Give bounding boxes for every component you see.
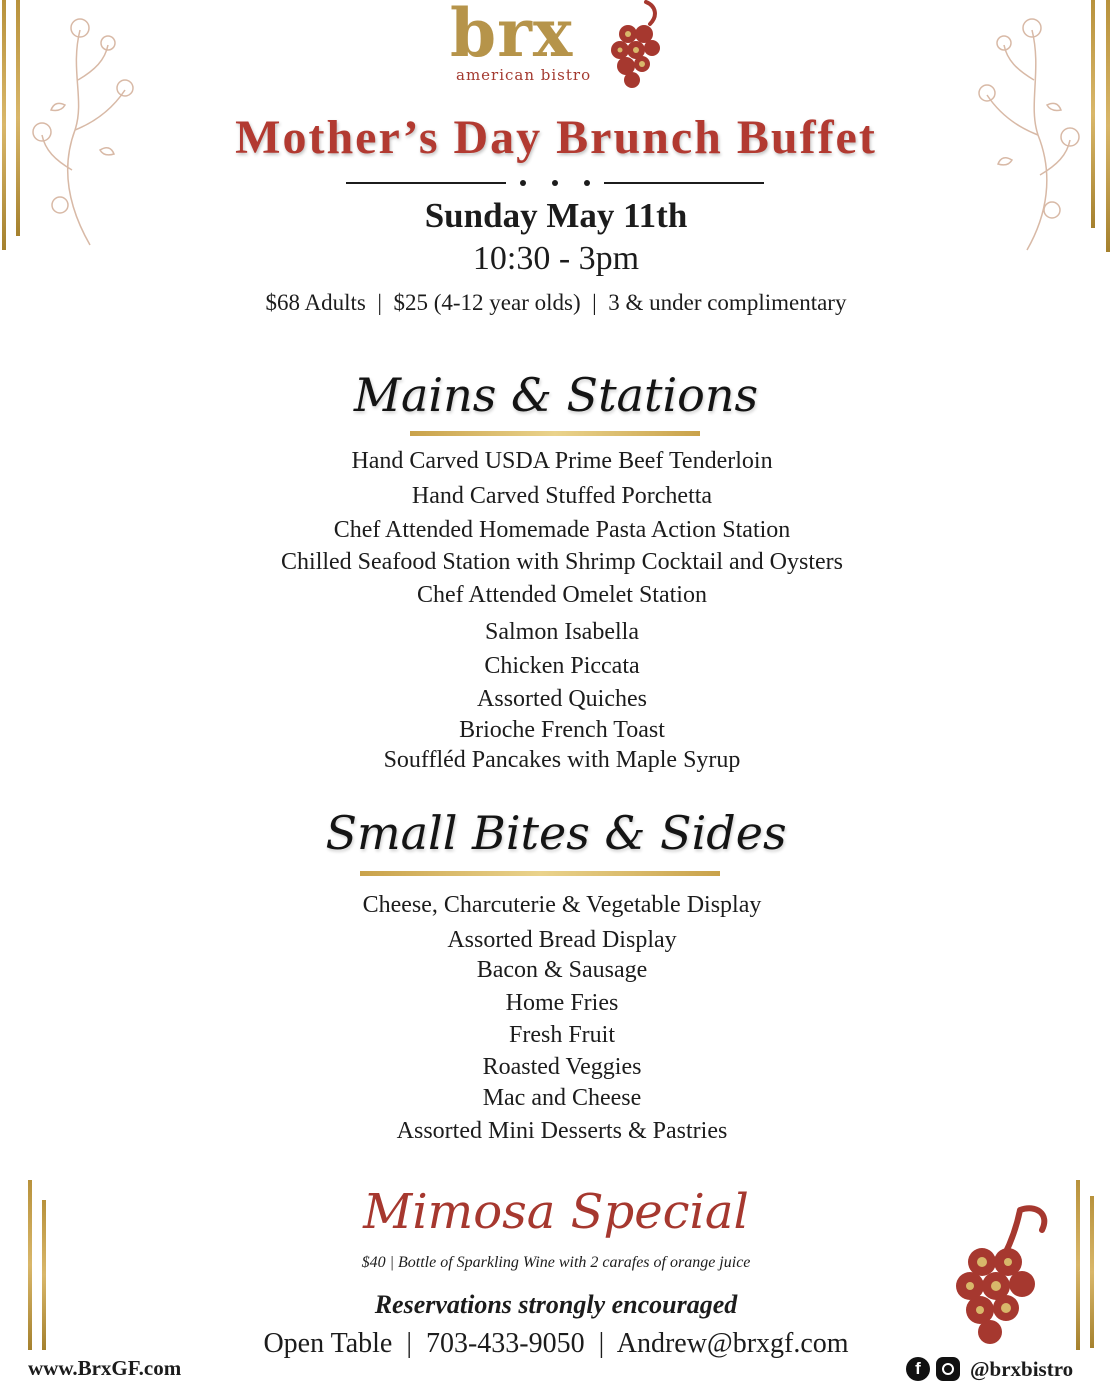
mimosa-heading: Mimosa Special bbox=[363, 1184, 749, 1240]
mains-underline bbox=[410, 431, 700, 436]
price-under3: 3 & under complimentary bbox=[608, 290, 847, 315]
mimosa-detail: $40 | Bottle of Sparkling Wine with 2 carafes of orange juice bbox=[361, 1254, 751, 1271]
menu-item: Bacon & Sausage bbox=[476, 957, 648, 983]
menu-item: Salmon Isabella bbox=[485, 619, 639, 645]
instagram-icon[interactable] bbox=[936, 1357, 960, 1381]
brand-logo-text: brx bbox=[450, 0, 574, 72]
website-link[interactable]: www.BrxGF.com bbox=[28, 1356, 182, 1380]
event-date: Sunday May 11th bbox=[424, 196, 688, 235]
price-separator: | bbox=[377, 290, 382, 315]
grape-logo-icon bbox=[606, 0, 666, 92]
grape-cluster-icon bbox=[946, 1200, 1058, 1346]
menu-item: Souffléd Pancakes with Maple Syrup bbox=[383, 747, 741, 773]
menu-item: Assorted Quiches bbox=[477, 686, 647, 712]
brand-tagline: american bistro bbox=[456, 66, 592, 84]
page-title: Mother’s Day Brunch Buffet bbox=[235, 111, 877, 164]
social-links bbox=[906, 1354, 1073, 1384]
menu-item: Chilled Seafood Station with Shrimp Cocktail and Oysters bbox=[281, 549, 843, 575]
price-kids: $25 (4-12 year olds) bbox=[393, 290, 581, 315]
contact-separator: | bbox=[598, 1328, 605, 1359]
menu-item: Assorted Bread Display bbox=[447, 927, 677, 953]
email-link[interactable]: Andrew@brxgf.com bbox=[616, 1328, 849, 1359]
menu-item: Cheese, Charcuterie & Vegetable Display bbox=[362, 892, 762, 918]
menu-item: Fresh Fruit bbox=[508, 1022, 615, 1048]
menu-item: Chef Attended Omelet Station bbox=[417, 582, 707, 608]
sides-heading: Small Bites & Sides bbox=[325, 806, 787, 860]
menu-item: Mac and Cheese bbox=[482, 1085, 642, 1111]
event-time: 10:30 - 3pm bbox=[472, 240, 640, 277]
contact-separator: | bbox=[406, 1328, 412, 1359]
menu-item: Chef Attended Homemade Pasta Action Station bbox=[333, 517, 791, 543]
menu-item: Assorted Mini Desserts & Pastries bbox=[396, 1118, 728, 1144]
mains-heading: Mains & Stations bbox=[353, 368, 759, 422]
price-line bbox=[0, 290, 1112, 316]
sides-underline bbox=[360, 871, 720, 876]
menu-item: Roasted Veggies bbox=[482, 1054, 642, 1080]
facebook-icon[interactable]: f bbox=[906, 1357, 930, 1381]
social-handle[interactable]: @brxbistro bbox=[970, 1356, 1074, 1381]
menu-item: Brioche French Toast bbox=[459, 717, 665, 743]
menu-item: Chicken Piccata bbox=[484, 653, 640, 679]
opentable-label: Open Table bbox=[263, 1328, 393, 1359]
menu-item: Home Fries bbox=[505, 990, 619, 1016]
title-divider bbox=[346, 180, 766, 186]
price-adults: $68 Adults bbox=[265, 290, 366, 315]
phone-number[interactable]: 703-433-9050 bbox=[425, 1328, 585, 1359]
menu-item: Hand Carved Stuffed Porchetta bbox=[411, 483, 713, 509]
reservations-note: Reservations strongly encouraged bbox=[374, 1290, 738, 1319]
menu-item: Hand Carved USDA Prime Beef Tenderloin bbox=[351, 448, 773, 474]
price-separator: | bbox=[592, 290, 597, 315]
